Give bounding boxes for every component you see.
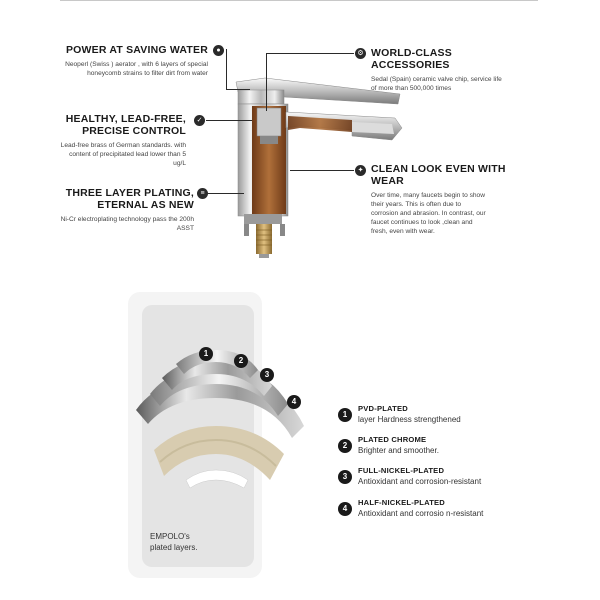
layer-list-item-1 bbox=[358, 404, 461, 424]
valve-cartridge bbox=[257, 108, 281, 136]
layer-desc: Antioxidant and corrosion-resistant bbox=[358, 477, 482, 486]
layer-marker-2: 2 bbox=[234, 354, 248, 368]
layer-title: FULL-NICKEL-PLATED bbox=[358, 466, 445, 475]
caption-line1: EMPOLO's bbox=[150, 532, 190, 541]
feature-desc: Neoperl (Swiss ) aerator , with 6 layers of special honeycomb strains to filter dirt from water bbox=[65, 61, 208, 77]
layer-base-ring bbox=[186, 470, 248, 488]
feature-power-saving bbox=[60, 44, 208, 78]
layer-list-marker-1: 1 bbox=[338, 408, 352, 422]
leader-power-h bbox=[226, 89, 250, 90]
layer-title: PLATED CHROME bbox=[358, 435, 427, 444]
layers-icon: ≡ bbox=[197, 188, 208, 199]
feature-desc: Lead-free brass of German standards. with content of precipitated lead lower than 5 ug/L bbox=[60, 142, 186, 167]
layer-title: HALF-NICKEL-PLATED bbox=[358, 498, 445, 507]
feature-title-line1: CLEAN LOOK EVEN WITH bbox=[371, 163, 506, 175]
feature-title-line2: PRECISE CONTROL bbox=[82, 125, 186, 137]
plated-layers-caption bbox=[150, 531, 198, 553]
layer-title: PVD-PLATED bbox=[358, 404, 408, 413]
layer-desc: Antioxidant and corrosio n-resistant bbox=[358, 509, 484, 518]
feature-clean-look bbox=[371, 163, 511, 236]
leader-plating bbox=[206, 193, 244, 194]
leader-clean bbox=[290, 170, 354, 171]
feature-desc: Sedal (Spain) ceramic valve chip, service life of more than 500,000 times bbox=[371, 76, 502, 92]
feature-title: POWER AT SAVING WATER bbox=[65, 44, 208, 56]
water-drop-icon: ● bbox=[213, 45, 224, 56]
plated-layers-illustration bbox=[120, 330, 320, 520]
feature-healthy bbox=[60, 113, 186, 168]
leader-power bbox=[226, 49, 227, 89]
layer-marker-3: 3 bbox=[260, 368, 274, 382]
layer-marker-1: 1 bbox=[199, 347, 213, 361]
layer-desc: Brighter and smoother. bbox=[358, 446, 439, 455]
shield-icon: ✓ bbox=[194, 115, 205, 126]
layer-list-item-2 bbox=[358, 435, 439, 455]
layer-list-marker-2: 2 bbox=[338, 439, 352, 453]
layer-list-marker-3: 3 bbox=[338, 470, 352, 484]
leader-healthy bbox=[206, 120, 252, 121]
feature-desc: Over time, many faucets begin to show their years. This is often due to corrosion and abrasion. In contrast, our faucet continues to look ,clean and fresh, even with wear. bbox=[371, 192, 486, 235]
feature-title-line2: WEAR bbox=[371, 175, 404, 187]
feature-accessories bbox=[371, 47, 531, 93]
feature-three-layer-plating bbox=[60, 187, 194, 233]
layer-list-item-3 bbox=[358, 466, 481, 486]
layer-desc: layer Hardness strengthened bbox=[358, 415, 461, 424]
leader-accessories-v bbox=[266, 53, 267, 111]
leader-accessories bbox=[266, 53, 354, 54]
feature-title-line1: HEALTHY, LEAD-FREE, bbox=[65, 113, 186, 125]
faucet-handle-base bbox=[238, 90, 284, 104]
feature-title: WORLD-CLASS ACCESSORIES bbox=[371, 47, 452, 71]
layer-marker-4: 4 bbox=[287, 395, 301, 409]
layer-list-item-4 bbox=[358, 498, 483, 518]
feature-desc: Ni-Cr electroplating technology pass the 200h ASST bbox=[60, 216, 194, 232]
faucet-threaded-shank bbox=[256, 224, 272, 254]
layer-list-marker-4: 4 bbox=[338, 502, 352, 516]
feature-title-line1: THREE LAYER PLATING, bbox=[65, 187, 194, 199]
faucet-base bbox=[244, 214, 282, 224]
feature-title-line2: ETERNAL AS NEW bbox=[97, 199, 194, 211]
caption-line2: plated layers. bbox=[150, 543, 198, 552]
gear-icon: ⚙ bbox=[355, 48, 366, 59]
sparkle-icon: ✦ bbox=[355, 165, 366, 176]
